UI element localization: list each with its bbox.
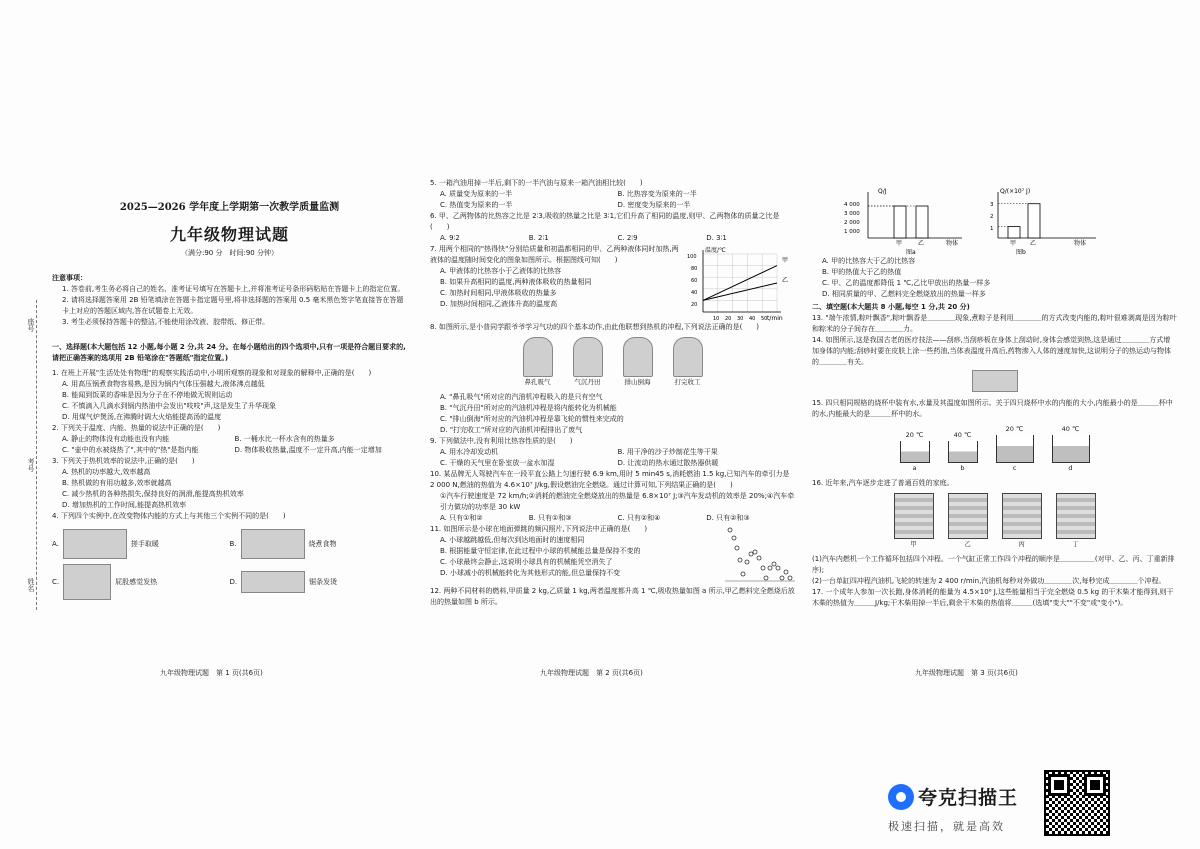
option: D. 只有②和③: [706, 514, 750, 522]
series-line-yi: [703, 283, 777, 300]
option: B. 甲的热值大于乙的热值: [822, 268, 902, 276]
option: A. 只有①和②: [440, 514, 483, 522]
engine-stroke-image: [1002, 493, 1042, 539]
chart-a-ytick: 4 000: [844, 202, 860, 208]
q12-chart-a: [842, 186, 972, 256]
q12-chart-b: [986, 186, 1116, 256]
chart-a-category: 甲: [896, 240, 903, 247]
option: C. 减少热机的各种热损失,保持良好的润滑,能提高热机效率: [62, 490, 244, 498]
q7-ytick: 60: [691, 278, 698, 284]
option: C. 加热时间相同,甲液体吸收的热量多: [440, 289, 557, 297]
exam-header: 2025—2026 学年度上学期第一次教学质量监测: [119, 202, 340, 213]
exam-subtitle: （满分:90 分 时间:90 分钟）: [181, 249, 278, 257]
option: A. 质量变为原来的一半: [440, 190, 513, 198]
guasha-image: [972, 370, 1018, 392]
side-label-name: 姓名: [27, 578, 35, 592]
option: D. "打完收工"所对应的汽油机冲程排出了废气: [440, 426, 583, 434]
qigong-figure-image: [623, 337, 653, 377]
q7-ytick: 80: [691, 266, 698, 272]
note-item: 3. 考生必须保持答题卡的整洁,不能使用涂改液、胶带纸、修正带。: [62, 318, 270, 326]
q7-xtick: 40: [749, 316, 756, 322]
option: D. 小球减小的机械能转化为其他形式的能,但总量保持不变: [440, 569, 621, 577]
q7-series-label-yi: 乙: [782, 277, 789, 284]
option: A. 甲的比热容大于乙的比热容: [822, 257, 916, 265]
figure-caption: 排山倒海: [624, 378, 651, 386]
chart-b-category: 乙: [1030, 240, 1037, 247]
question-13: 13. "端午浓情,粽叶飘香",粽叶飘香是＿＿＿＿现象,煮粽子是利用＿＿＿＿的方式改变内能的,粽叶很难剥离是因为粽叶和粽米的分子间存在＿＿＿＿力。: [812, 314, 1177, 333]
beaker-temp: 40 ℃: [953, 431, 972, 439]
notes-heading: 注意事项：: [52, 274, 87, 282]
saw-image: [241, 571, 305, 593]
question-10: 10. 某品牌无人驾驶汽车在一段平直公路上匀速行驶 6.9 km,用时 5 min45 s,消耗燃油 1.5 kg,已知汽车的牵引力是 2 000 N,燃油的热值为 4.6×10⁷ J/kg,假设燃油完全燃烧。通过计算可知,下列结果正确的是( ): [430, 470, 790, 489]
option: B. 能闻到饭菜的香味是因为分子在不停地做无规则运动: [62, 391, 233, 399]
question-3: 3. 下列关于热机效率的说法中,正确的是( ): [52, 457, 195, 465]
option: D. 相同质量的甲、乙燃料完全燃烧放出的热量一样多: [822, 290, 986, 298]
question-16-part-2: (2)一台单缸四冲程汽油机,飞轮的转速为 2 400 r/min,汽油机每秒对外做功＿＿＿＿次,每秒完成＿＿＿＿个冲程。: [812, 577, 1166, 585]
note-item: 2. 请将选择题答案用 2B 铅笔填涂在答题卡指定题号里,将非选择题的答案用 0.5 毫米黑色签字笔直接答在答题卡上对应的答题区域内,答在试题卷上无效。: [62, 296, 404, 315]
footer-page-3: 九年级物理试题 第 3 页(共6页): [915, 669, 1018, 677]
option: A. 用水冷却发动机: [440, 448, 499, 456]
q7-ytick: 100: [687, 254, 697, 260]
q8-figures: [430, 337, 795, 388]
cooking-image: [241, 529, 305, 559]
footer-page-2: 九年级物理试题 第 2 页(共6页): [540, 669, 643, 677]
qr-code-icon: [1044, 770, 1110, 836]
option-caption: 搓手取暖: [130, 539, 159, 548]
option: D. 增加热机的工作时间,能提高热机效率: [62, 501, 187, 509]
option: B. 2∶1: [528, 234, 549, 242]
option: B. 比热容变为原来的一半: [617, 190, 697, 198]
beaker-c: [996, 435, 1034, 463]
option: D. 用煤气炉煲汤,在沸腾时调大火焰能提高汤的温度: [62, 413, 222, 421]
question-2: 2. 下列关于温度、内能、热量的说法中正确的是( ): [52, 424, 221, 432]
chart-a-category: 乙: [918, 240, 925, 247]
option: A. 小球越跳越低,但每次到达地面时的速度相同: [440, 536, 585, 544]
q15-beakers: [812, 424, 1177, 474]
question-4: 4. 下列四个实例中,在改变物体内能的方式上与其他三个实例不同的是( ): [52, 512, 286, 520]
engine-stroke-image: [948, 493, 988, 539]
chart-b-ytick: 3: [990, 202, 994, 208]
question-17: 17. 一个成年人参加一次长跑,身体消耗的能量为 4.5×10⁶ J,这些能量相当于完全燃烧 0.5 kg 的干木柴才能得到,则干木柴的热值为＿＿＿J/kg;干木柴用掉一半后,剩余干木柴的热值将＿＿＿(选填"变大""不变"或"变小")。: [812, 588, 1174, 607]
figure-caption: 丙: [1018, 540, 1025, 548]
option: C. 小球最终会静止,这说明小球具有的机械能凭空消失了: [440, 558, 613, 566]
question-15: 15. 四只相同规格的烧杯中装有水,水量及其温度如图所示。关于四只烧杯中水的内能的大小,内能最小的是＿＿＿杯中的水,内能最大的是＿＿＿杯中的水。: [812, 399, 1173, 418]
beaker-temp: 20 ℃: [1005, 425, 1024, 433]
chart-a-ytick: 3 000: [844, 211, 860, 217]
option: D. 物体吸收热量,温度不一定升高,内能一定增加: [234, 446, 382, 454]
option: C. 不慎滴入几滴水到锅内热油中会发出"吱吱"声,这是发生了升华现象: [62, 402, 277, 410]
slide-image: [63, 564, 111, 600]
chart-b-category: 甲: [1010, 240, 1017, 247]
option: D. 加热时间相同,乙液体升高的温度高: [440, 300, 558, 308]
option: C. 热值变为原来的一半: [440, 201, 513, 209]
qigong-figure-image: [673, 337, 703, 377]
bar-乙: [1028, 204, 1040, 238]
option-letter: B.: [229, 539, 237, 548]
footer-page-1: 九年级物理试题 第 1 页(共6页): [160, 669, 263, 677]
option: D. 密度变为原来的一半: [617, 201, 691, 209]
option: A. 静止的物体没有动能也没有内能: [62, 435, 170, 443]
q7-xtick: 20: [725, 316, 732, 322]
option: C. 2∶9: [617, 234, 638, 242]
q7-temperature-chart: [685, 244, 795, 322]
chart-a-ytick: 2 000: [844, 220, 860, 226]
option-letter: D.: [229, 577, 238, 586]
q7-xtick: 30: [737, 316, 744, 322]
q7-xtick: 10: [713, 316, 720, 322]
option-letter: A.: [52, 539, 59, 548]
q4-figures: [52, 526, 407, 602]
side-label-seat: 座号: [27, 318, 35, 332]
binding-line: [36, 300, 37, 610]
beaker-label: a: [912, 464, 917, 472]
bar-甲: [894, 206, 906, 238]
option: B. 只有①和③: [528, 514, 572, 522]
option-letter: C.: [52, 577, 60, 586]
figure-caption: 打完收工: [674, 378, 701, 386]
qigong-figure-image: [523, 337, 553, 377]
q7-xtick: 50: [761, 316, 768, 322]
option: C. "壶中的水被烧热了",其中的"热"是指内能: [62, 446, 199, 454]
q7-series-label-jia: 甲: [782, 257, 789, 264]
rubbing-hands-image: [63, 529, 127, 559]
beaker-b: [948, 441, 978, 463]
option-caption: 烧煮食物: [308, 539, 337, 548]
scanner-slogan: 极速扫描，就是高效: [888, 820, 1005, 833]
question-16-part-1: (1)汽车内燃机一个工作循环包括四个冲程。一个气缸正常工作四个冲程的顺序是＿＿＿＿＿(对甲、乙、丙、丁重新排序);: [812, 555, 1175, 574]
option: B. 如果升高相同的温度,两种液体吸收的热量相同: [440, 278, 592, 286]
bar-甲: [1008, 227, 1020, 238]
question-14: 14. 如图所示,这是我国古老的医疗技法——刮痧,当刮痧板在身体上刮动时,身体会感觉到热,这是通过＿＿＿＿方式增加身体的内能;刮痧时要在皮肤上涂一些药油,当体表温度升高后,药物渗入人体的速度加快,这说明分子的热运动与物体的＿＿＿＿有关。: [812, 336, 1172, 366]
column-page-1: [52, 170, 407, 602]
option: C. 干燥的天气里在卧室放一盆水加湿: [440, 459, 555, 467]
scanner-logo-icon: [888, 784, 914, 810]
q16-engine-strokes: [812, 493, 1177, 550]
question-16: 16. 近年来,汽车逐步走进了普通百姓的家庭。: [812, 479, 954, 487]
beaker-temp: 20 ℃: [905, 431, 924, 439]
figure-caption: 鼻孔吸气: [524, 378, 551, 386]
option: D. 3∶1: [706, 234, 727, 242]
chart-b-xlabel: 物体: [1074, 240, 1087, 247]
beaker-temp: 40 ℃: [1061, 425, 1080, 433]
question-5: 5. 一箱汽油用掉一半后,剩下的一半汽油与原来一箱汽油相比较( ): [430, 179, 643, 187]
section-1-heading: 一、选择题(本大题包括 12 小题,每小题 2 分,共 24 分。在每小题给出的四个选项中,只有一项是符合题目要求的,请把正确答案的选项用 2B 铅笔涂在"答题纸"指定位置。): [52, 343, 406, 362]
question-7: 7. 用两个相同的"热得快"分别给质量和初温都相同的甲、乙两种液体同时加热,两液体的温度随时间变化的图象如图所示。根据图线可知( ): [430, 245, 679, 264]
question-12: 12. 两种不同材料的燃料,甲质量 2 kg,乙质量 1 kg,两者温度都升高 1 ℃,吸收热量如图 a 所示,甲乙燃料完全燃烧后放出的热量如图 b 所示。: [430, 587, 795, 606]
option-caption: 屁股感觉发热: [115, 577, 158, 586]
figure-caption: 乙: [964, 540, 971, 548]
option: A. 用高压锅煮食物容易熟,是因为锅内气体压强越大,液体沸点越低: [62, 380, 265, 388]
chart-b-ytick: 2: [990, 214, 994, 220]
qigong-figure-image: [573, 337, 603, 377]
chart-b-ytick: 1: [990, 226, 994, 232]
option: A. 甲液体的比热容小于乙液体的比热容: [440, 267, 562, 275]
option: C. "排山倒海"所对应的汽油机冲程是靠飞轮的惯性来完成的: [440, 415, 624, 423]
option: B. 热机做的有用功越多,效率就越高: [62, 479, 172, 487]
scanner-brand-name: 夸克扫描王: [918, 787, 1019, 809]
option-caption: 锯条发烫: [309, 577, 338, 586]
chart-b-caption: 图b: [1016, 249, 1026, 256]
option: A. 9∶2: [440, 234, 460, 242]
option: B. 一桶水比一杯水含有的热量多: [234, 435, 335, 443]
chart-b-ylabel: Q/(×10⁷ J): [1000, 188, 1031, 195]
series-line-jia: [703, 266, 777, 301]
figure-caption: 丁: [1072, 540, 1079, 548]
engine-stroke-image: [1056, 493, 1096, 539]
figure-caption: 气沉丹田: [574, 378, 601, 386]
option: B. "气沉丹田"所对应的汽油机冲程是将内能转化为机械能: [440, 404, 617, 412]
question-1: 1. 在班上开展"生活处处有物理"的观察实践活动中,小明所观察的现象和对现象的解释中,正确的是( ): [52, 369, 372, 377]
option: B. 用干净的沙子炒制花生等干果: [617, 448, 718, 456]
beaker-d: [1052, 435, 1090, 463]
bouncing-ball-photo: [725, 524, 795, 586]
side-label-exam-number: 考号: [27, 458, 35, 472]
option: A. 热机的功率越大,效率越高: [62, 468, 151, 476]
note-item: 1. 答卷前,考生务必将自己的姓名、准考证号填写在答题卡上,并将准考证号条形码粘贴在答题卡上的指定位置。: [62, 285, 405, 293]
bar-乙: [916, 206, 928, 238]
chart-a-xlabel: 物体: [946, 240, 959, 247]
option: A. "鼻孔吸气"所对应的汽油机冲程吸入的是只有空气: [440, 393, 603, 401]
exam-title: 九年级物理试题: [169, 225, 289, 244]
beaker-a: [900, 441, 930, 463]
q7-ytick: 20: [691, 302, 698, 308]
chart-a-ylabel: Q/J: [878, 188, 887, 195]
column-page-2: [430, 178, 795, 608]
q10-items: ①汽车行驶速度是 72 km/h;②消耗的燃油完全燃烧放出的热量是 6.8×10⁷ J;③汽车发动机的效率是 20%;④汽车牵引力做功的功率是 30 kW: [440, 492, 795, 511]
engine-stroke-image: [894, 493, 934, 539]
q7-ylabel: 温度/℃: [705, 247, 726, 254]
question-9: 9. 下列做法中,没有利用比热容性质的是( ): [430, 437, 573, 445]
chart-a-caption: 图a: [906, 249, 916, 256]
beaker-label: c: [1012, 464, 1017, 472]
beaker-label: b: [960, 464, 965, 472]
column-page-3: [812, 186, 1177, 609]
option: C. 只有②和④: [617, 514, 661, 522]
section-2-heading: 二、填空题(本大题共 8 小题,每空 1 分,共 20 分): [812, 303, 970, 311]
option: D. 让流动的热水通过散热器供暖: [617, 459, 719, 467]
chart-a-ytick: 1 000: [844, 229, 860, 235]
q7-xlabel: t/min: [767, 315, 783, 322]
question-11: 11. 如图所示是小球在地面弹跳的频闪照片,下列说法中正确的是( ): [430, 525, 648, 533]
beaker-label: d: [1068, 464, 1073, 472]
question-6: 6. 甲、乙两物体的比热容之比是 2∶3,吸收的热量之比是 3∶1,它们升高了相同的温度,则甲、乙两物体的质量之比是( ): [430, 212, 780, 231]
option: B. 根据能量守恒定律,在此过程中小球的机械能总量是保持不变的: [440, 547, 641, 555]
q7-ytick: 40: [691, 290, 698, 296]
figure-caption: 甲: [910, 540, 917, 548]
question-8: 8. 如图所示,是小普同学跟爷爷学习气功的四个基本动作,由此他联想到热机的冲程,下列说法正确的是( ): [430, 323, 760, 331]
option: C. 甲、乙的温度都降低 1 ℃,乙比甲放出的热量一样多: [822, 279, 991, 287]
